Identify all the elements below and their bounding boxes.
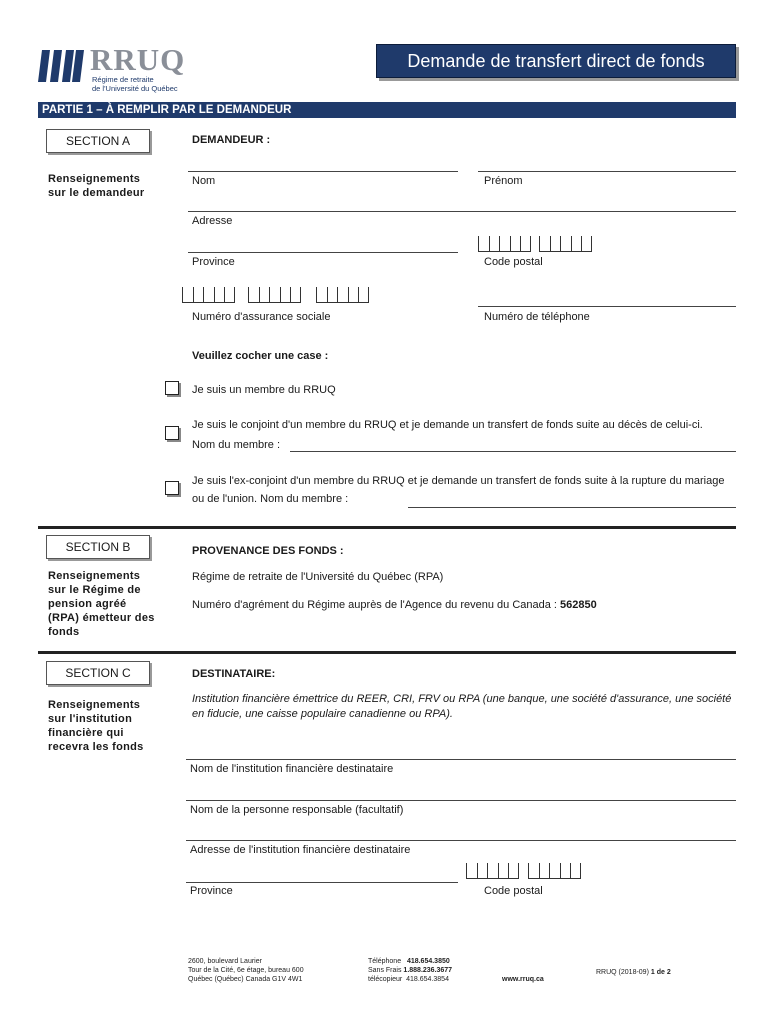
footer-fax: 418.654.3854	[406, 976, 449, 983]
code-postal-c-label: Code postal	[484, 885, 543, 897]
form-title-text: Demande de transfert direct de fonds	[407, 51, 705, 71]
code-postal-boxes-2[interactable]	[539, 236, 592, 252]
agrement-label: Numéro d'agrément du Régime auprès de l'Agence du revenu du Canada :	[192, 599, 557, 611]
divider-bc	[38, 651, 736, 654]
adresse-institution-label: Adresse de l'institution financière destinataire	[190, 844, 411, 856]
logo	[38, 44, 198, 94]
adresse-label: Adresse	[192, 215, 233, 227]
opt2-nom-line[interactable]	[290, 451, 736, 452]
section-b-label: SECTION B	[46, 535, 150, 559]
part1-title: PARTIE 1 – À REMPLIR PAR LE DEMANDEUR	[42, 104, 292, 116]
section-b-line1: Régime de retraite de l'Université du Québec (RPA)	[192, 571, 444, 583]
nom-institution-line[interactable]	[186, 759, 736, 760]
province-line[interactable]	[188, 252, 458, 253]
responsable-line[interactable]	[186, 800, 736, 801]
nas-label: Numéro d'assurance sociale	[192, 311, 331, 323]
logo-subtitle-1: Régime de retraite	[92, 75, 154, 84]
section-c-heading: DESTINATAIRE:	[192, 668, 276, 680]
part1-bar	[38, 102, 736, 118]
logo-subtitle-2: de l'Université du Québec	[92, 84, 178, 93]
section-b-heading: PROVENANCE DES FONDS :	[192, 545, 344, 557]
section-a-label: SECTION A	[46, 129, 150, 153]
code-postal-c-boxes-1[interactable]	[466, 863, 519, 879]
agrement-number: 562850	[560, 599, 597, 611]
footer-version	[596, 968, 671, 977]
telephone-label: Numéro de téléphone	[484, 311, 590, 323]
section-c-side: Renseignements sur l'institution financière qui recevra les fonds	[48, 699, 144, 753]
section-a-heading: DEMANDEUR :	[192, 134, 271, 146]
nom-line[interactable]	[188, 171, 458, 172]
nom-institution-label: Nom de l'institution financière destinataire	[190, 763, 394, 775]
opt2-nom-label: Nom du membre :	[192, 439, 281, 451]
nas-boxes-3[interactable]	[316, 287, 369, 303]
responsable-label: Nom de la personne responsable (facultatif)	[190, 804, 404, 816]
opt3-nom-line[interactable]	[408, 507, 736, 508]
section-a-side: Renseignements sur le demandeur	[48, 173, 145, 199]
footer-sf: 1.888.236.3677	[403, 967, 453, 974]
nom-label: Nom	[192, 175, 216, 187]
check-heading: Veuillez cocher une case :	[192, 350, 329, 362]
province-c-line[interactable]	[186, 882, 458, 883]
footer-tel-label: Téléphone	[368, 958, 402, 965]
prenom-line[interactable]	[478, 171, 736, 172]
logo-text: RRUQ	[90, 42, 186, 77]
code-postal-c-boxes-2[interactable]	[528, 863, 581, 879]
footer-contacts	[368, 957, 452, 984]
form-title	[376, 44, 736, 78]
checkbox-conjoint[interactable]	[165, 426, 179, 440]
checkbox-membre[interactable]	[165, 381, 179, 395]
telephone-line[interactable]	[478, 306, 736, 307]
footer-page: 1 de 2	[650, 969, 671, 976]
code-postal-label: Code postal	[484, 256, 543, 268]
code-postal-boxes-1[interactable]	[478, 236, 531, 252]
province-label: Province	[192, 256, 235, 268]
footer-fax-label: télécopieur	[368, 976, 403, 983]
opt2-text: Je suis le conjoint d'un membre du RRUQ et je demande un transfert de fonds suite au décès de celui-ci.	[192, 419, 703, 431]
footer-addr1: 2600, boulevard Laurier	[188, 958, 262, 965]
adresse-institution-line[interactable]	[186, 840, 736, 841]
footer-address	[188, 957, 304, 984]
adresse-line[interactable]	[188, 211, 736, 212]
province-c-label: Province	[190, 885, 233, 897]
footer-sf-label: Sans Frais	[368, 967, 402, 974]
checkbox-ex-conjoint[interactable]	[165, 481, 179, 495]
divider-ab	[38, 526, 736, 529]
rruq-logo-icon	[38, 48, 84, 84]
footer-addr2: Tour de la Cité, 6e étage, bureau 600	[188, 967, 304, 974]
section-b-line2	[192, 599, 597, 611]
nas-boxes-1[interactable]	[182, 287, 235, 303]
footer-version-text: RRUQ (2018-09)	[596, 969, 649, 976]
section-c-note: Institution financière émettrice du REER, CRI, FRV ou RPA (une banque, une société d'assurance, une société en fiducie, une caisse populaire canadienne ou RPA).	[192, 693, 732, 720]
opt1-text: Je suis un membre du RRUQ	[192, 384, 336, 396]
section-b-side: Renseignements sur le Régime de pension agréé (RPA) émetteur des fonds	[48, 570, 155, 638]
footer-tel: 418.654.3850	[406, 958, 450, 965]
footer-web[interactable]: www.rruq.ca	[502, 976, 544, 983]
footer-addr3: Québec (Québec) Canada G1V 4W1	[188, 976, 303, 983]
opt3-text: Je suis l'ex-conjoint d'un membre du RRUQ et je demande un transfert de fonds suite à la rupture du mariage ou de l'union. Nom du membre :	[192, 475, 725, 505]
prenom-label: Prénom	[484, 175, 523, 187]
nas-boxes-2[interactable]	[248, 287, 301, 303]
section-c-label: SECTION C	[46, 661, 150, 685]
